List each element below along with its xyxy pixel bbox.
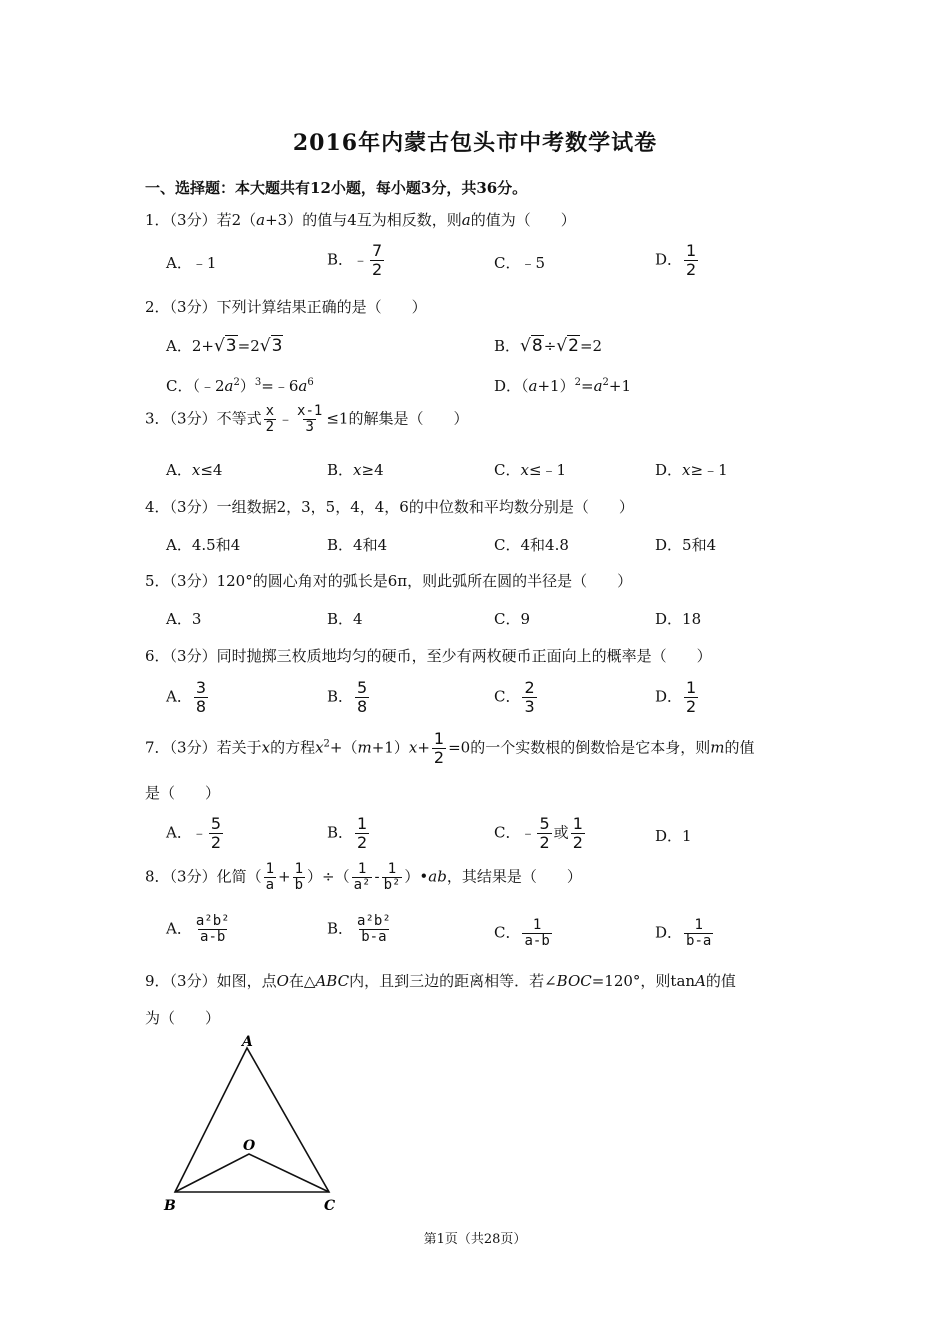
q5-option-d: D．18 xyxy=(655,610,702,628)
q5-option-b: B．4 xyxy=(327,610,363,628)
page-title: 2016年内蒙古包头市中考数学试卷 xyxy=(292,130,658,156)
q7-option-c: C．﹣ $\frac{5}{2}$ 或 $\frac{1}{2}$ xyxy=(494,814,583,852)
question-3-stem: 3．（3分）不等式 $\frac{x}{2}$ ﹣ $\frac{x-1}{3}$ ≤1的解集是（ ） xyxy=(145,403,469,435)
segments-bo-oc xyxy=(175,1154,329,1192)
q4-option-c: C．4和4.8 xyxy=(494,536,569,554)
label-c: C xyxy=(324,1198,336,1214)
q8-option-a: A． $\frac{\text{a²b²}}{a-b}$ xyxy=(166,913,230,945)
question-5-stem: 5．（3分）120°的圆心角对的弧长是6π，则此弧所在圆的半径是（ ） xyxy=(145,572,633,590)
q1-option-a: A．﹣1 xyxy=(166,254,217,272)
section-heading: 一、选择题：本大题共有12小题，每小题3分，共36分。 xyxy=(145,179,528,197)
q3-option-d: D．x≥﹣1 xyxy=(655,461,728,479)
q3-option-a: A．x≤4 xyxy=(166,461,223,479)
question-7-stem-line2: 是（ ） xyxy=(145,784,221,802)
q4-option-b: B．4和4 xyxy=(327,536,388,554)
q6-option-a: A． $\frac{3}{8}$ xyxy=(166,678,207,716)
question-6-stem: 6．（3分）同时抛掷三枚质地均匀的硬币，至少有两枚硬币正面向上的概率是（ ） xyxy=(145,647,712,665)
q4-option-a: A．4.5和4 xyxy=(166,536,241,554)
q4-option-d: D．5和4 xyxy=(655,536,717,554)
page-footer: 第1页（共28页） xyxy=(423,1232,527,1247)
q8-option-c: C． $\frac{1}{a-b}$ xyxy=(494,917,550,949)
question-9-stem-line2: 为（ ） xyxy=(145,1009,221,1027)
question-9-stem: 9．（3分）如图，点O在△ABC内，且到三边的距离相等．若∠BOC=120°，则tanA的值 xyxy=(145,972,736,990)
q2-option-d: D．$(a+1)^2=a^2+1$ xyxy=(494,377,632,395)
q2-option-a: A．2+√3=2√3 xyxy=(166,336,283,356)
q2-option-b: B．√8÷√2=2 xyxy=(494,336,603,356)
q8-option-d: D． $\frac{1}{b-a}$ xyxy=(655,917,712,949)
triangle-abc xyxy=(175,1048,329,1192)
q5-option-c: C．9 xyxy=(494,610,531,628)
q2-option-c: C．$(﹣2a^2)^3=﹣6a^6$ xyxy=(166,377,314,395)
q8-option-b: B． $\frac{\text{a²b²}}{b-a}$ xyxy=(327,913,391,945)
q5-option-a: A．3 xyxy=(166,610,202,628)
q3-option-c: C．x≤﹣1 xyxy=(494,461,567,479)
question-7-stem: 7．（3分）若关于x的方程$x^2+(m+1)x+$ $\frac{1}{2}$ =0的一个实数根的倒数恰是它本身，则m的值 xyxy=(145,729,755,767)
q7-option-a: A．﹣ $\frac{5}{2}$ xyxy=(166,814,222,852)
q6-option-c: C． $\frac{2}{3}$ xyxy=(494,678,535,716)
question-2-stem: 2．（3分）下列计算结果正确的是（ ） xyxy=(145,298,427,316)
q6-option-d: D． $\frac{1}{2}$ xyxy=(655,678,697,716)
q6-option-b: B． $\frac{5}{8}$ xyxy=(327,678,368,716)
label-a: A xyxy=(242,1034,253,1050)
label-b: B xyxy=(164,1198,176,1214)
question-8-stem: 8．（3分）化简（ $\frac{1}{a}$ + $\frac{1}{b}$ ）÷（ $\frac{1}{\text{a²}}$ - $\frac{1}{\text{b²}}$ ）•ab，其结果是（ ） xyxy=(145,861,582,893)
question-4-stem: 4．（3分）一组数据2，3，5，4，4，6的中位数和平均数分别是（ ） xyxy=(145,498,634,516)
label-o: O xyxy=(243,1138,256,1154)
q7-option-d: D．1 xyxy=(655,827,692,845)
triangle-figure xyxy=(160,1033,350,1218)
q1-option-c: C．﹣5 xyxy=(494,254,546,272)
q1-option-b: B．﹣ $\frac{7}{2}$ xyxy=(327,241,383,279)
q1-option-d: D． $\frac{1}{2}$ xyxy=(655,241,697,279)
q3-option-b: B．x≥4 xyxy=(327,461,384,479)
q7-option-b: B． $\frac{1}{2}$ xyxy=(327,814,368,852)
question-1-stem: 1．（3分）若2（a+3）的值与4互为相反数，则a的值为（ ） xyxy=(145,211,576,229)
